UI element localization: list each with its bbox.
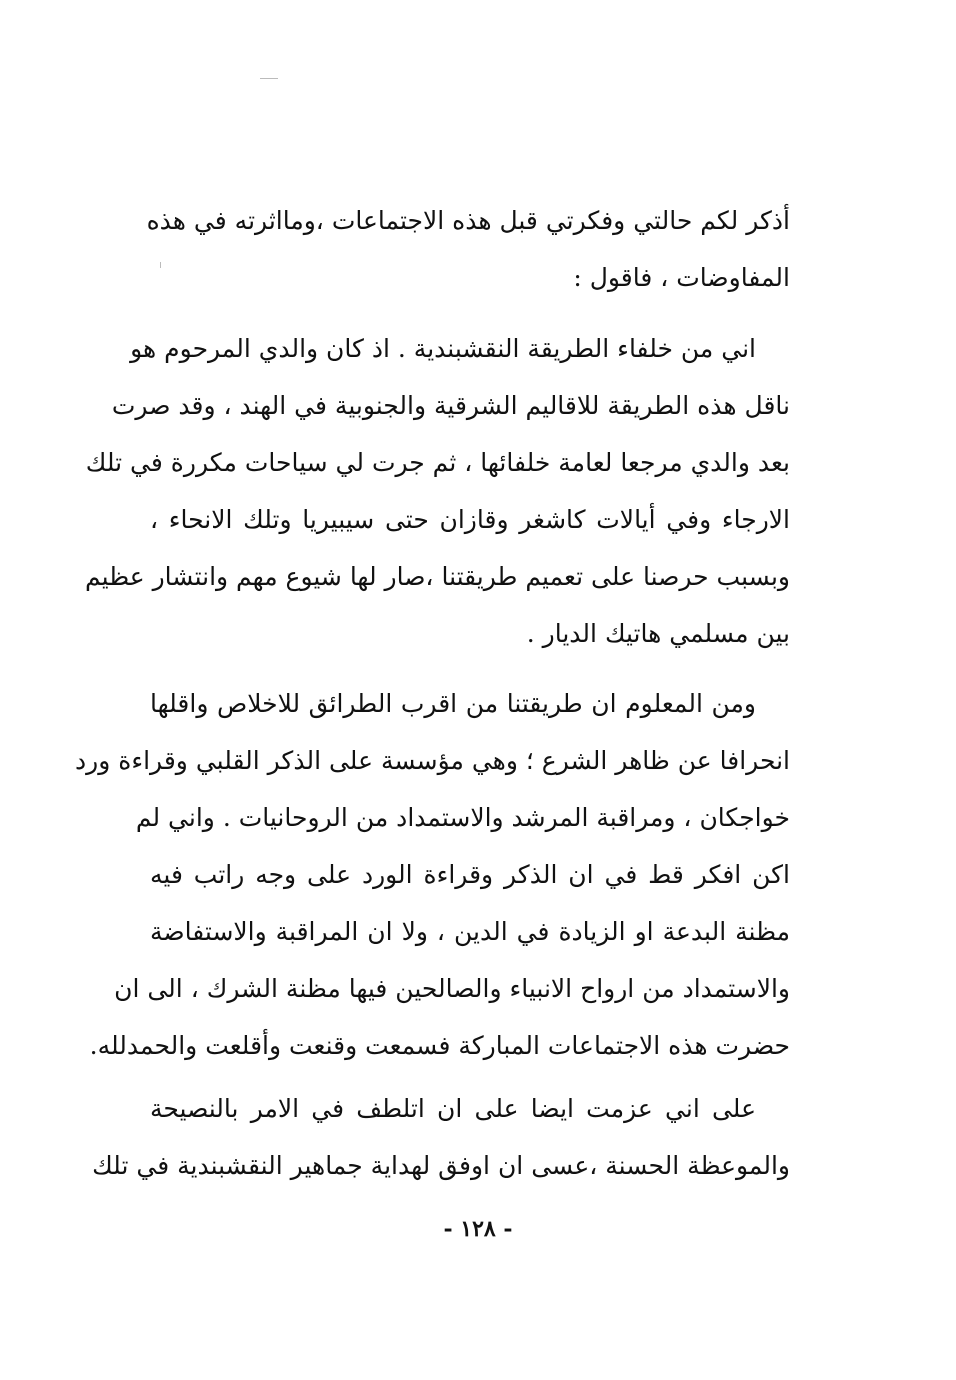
text-line: الارجاء وفي أيالات كاشغر وقازان حتى سيبيريا وتلك الانحاء ، bbox=[150, 505, 790, 534]
text-line: مظنة البدعة او الزيادة في الدين ، ولا ان المراقبة والاستفاضة bbox=[150, 917, 790, 946]
text-line: حضرت هذه الاجتماعات المباركة فسمعت وقنعت وأقلعت والحمدلله. bbox=[89, 1031, 790, 1060]
text-line: اكن افكر قط في ان الذكر وقراءة الورد على وجه راتب فيه bbox=[150, 860, 790, 889]
text-line: بين مسلمي هاتيك الديار . bbox=[526, 619, 790, 648]
text-line: بعد والدي مرجعا لعامة خلفائها ، ثم جرت لي سياحات مكررة في تلك bbox=[85, 448, 790, 477]
text-line: انحرافا عن ظاهر الشرع ؛ وهي مؤسسة على الذكر القلبي وقراءة ورد bbox=[75, 746, 790, 775]
text-line: أذكر لكم حالتي وفكرتي قبل هذه الاجتماعات ،ومااثرته في هذه bbox=[146, 206, 790, 235]
text-line: ناقل هذه الطريقة للاقاليم الشرقية والجنوبية في الهند ، وقد صرت bbox=[111, 391, 790, 420]
text-line: والموعظة الحسنة ،عسى ان اوفق لهداية جماهير النقشبندية في تلك bbox=[92, 1151, 790, 1180]
text-line: اني من خلفاء الطريقة النقشبندية . اذ كان والدي المرحوم هو bbox=[130, 334, 756, 363]
paragraph-4 bbox=[92, 1080, 790, 1194]
text-line: وبسبب حرصنا على تعميم طريقتنا ،صار لها شيوع مهم وانتشار عظيم bbox=[85, 562, 790, 591]
text-line: على اني عزمت ايضا على ان اتلطف في الامر بالنصيحة bbox=[150, 1094, 756, 1123]
text-line: خواجكان ، ومراقبة المرشد والاستمداد من الروحانيات . واني لم bbox=[135, 803, 790, 832]
page-number: - ١٢٨ - bbox=[443, 1216, 513, 1242]
text-line: المفاوضات ، فاقول : bbox=[573, 263, 790, 292]
paragraph-1 bbox=[146, 192, 790, 306]
paragraph-2 bbox=[85, 320, 790, 662]
paragraph-3 bbox=[75, 675, 790, 1074]
text-line: والاستمداد من ارواح الانبياء والصالحين فيها مظنة الشرك ، الى ان bbox=[114, 974, 790, 1003]
scan-mark-top bbox=[260, 78, 278, 79]
text-line: ومن المعلوم ان طريقتنا من اقرب الطرائق للاخلاص واقلها bbox=[150, 689, 756, 718]
